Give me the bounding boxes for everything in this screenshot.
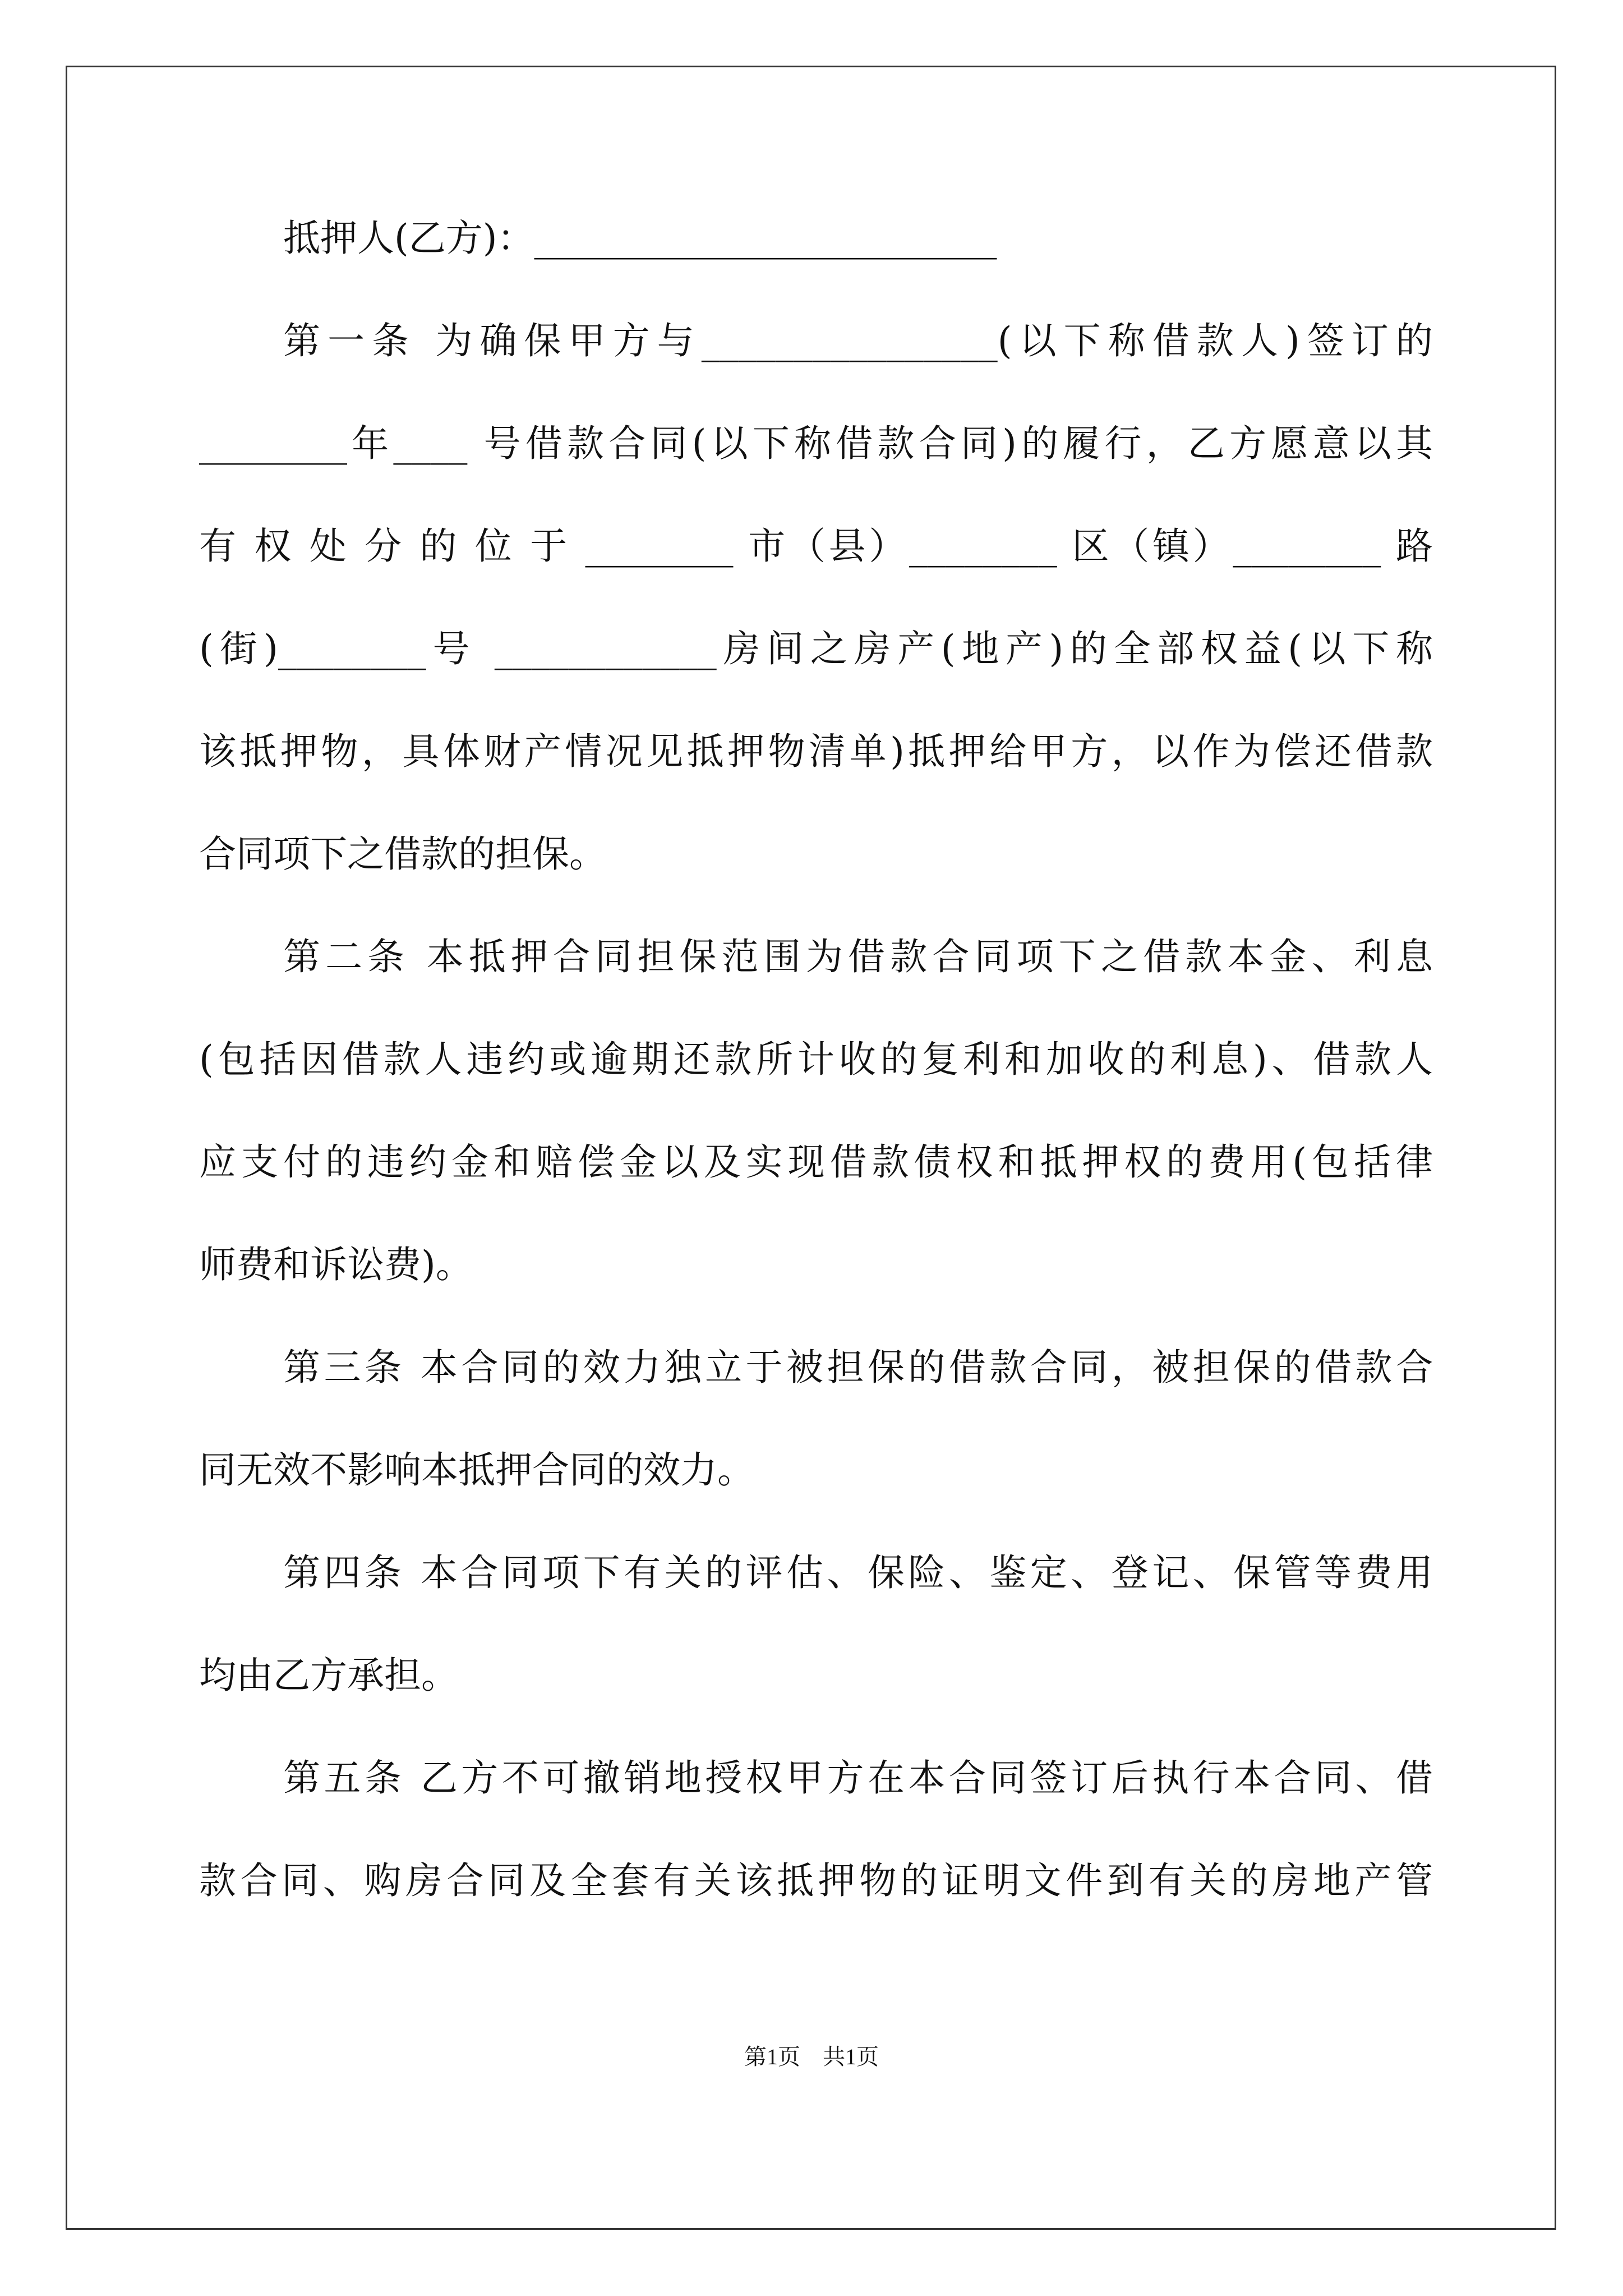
- text-line: (包括因借款人违约或逾期还款所计收的复利和加收的利息)、借款人: [199, 1038, 1433, 1081]
- text-line: (街)________号 ____________房间之房产(地产)的全部权益(以下称: [199, 627, 1433, 670]
- text-line: 均由乙方承担。: [199, 1654, 458, 1697]
- text-line: 师费和诉讼费)。: [199, 1243, 473, 1286]
- page-number-footer: 第1页 共1页: [744, 2044, 879, 2069]
- text-line: 第二条 本抵押合同担保范围为借款合同项下之借款本金、利息: [283, 935, 1433, 978]
- text-line: 有 权 处 分 的 位 于 ________ 市（县）________ 区（镇）________ 路: [199, 524, 1433, 568]
- text-line: 款合同、购房合同及全套有关该抵押物的证明文件到有关的房地产管: [199, 1859, 1433, 1902]
- text-line: 第一条 为确保甲方与________________(以下称借款人)签订的: [283, 319, 1433, 362]
- text-line: ________年____ 号借款合同(以下称借款合同)的履行，乙方愿意以其: [199, 422, 1433, 465]
- text-line: 应支付的违约金和赔偿金以及实现借款债权和抵押权的费用(包括律: [199, 1140, 1433, 1184]
- text-line: 第三条 本合同的效力独立于被担保的借款合同，被担保的借款合: [283, 1346, 1433, 1389]
- text-line: 同无效不影响本抵押合同的效力。: [199, 1448, 754, 1492]
- text-line: 抵押人(乙方)：_________________________: [283, 217, 997, 260]
- text-line: 合同项下之借款的担保。: [199, 832, 606, 876]
- text-line: 第五条 乙方不可撤销地授权甲方在本合同签订后执行本合同、借: [283, 1756, 1433, 1800]
- text-line: 该抵押物，具体财产情况见抵押物清单)抵押给甲方，以作为偿还借款: [199, 730, 1433, 773]
- text-line: 第四条 本合同项下有关的评估、保险、鉴定、登记、保管等费用: [283, 1551, 1433, 1594]
